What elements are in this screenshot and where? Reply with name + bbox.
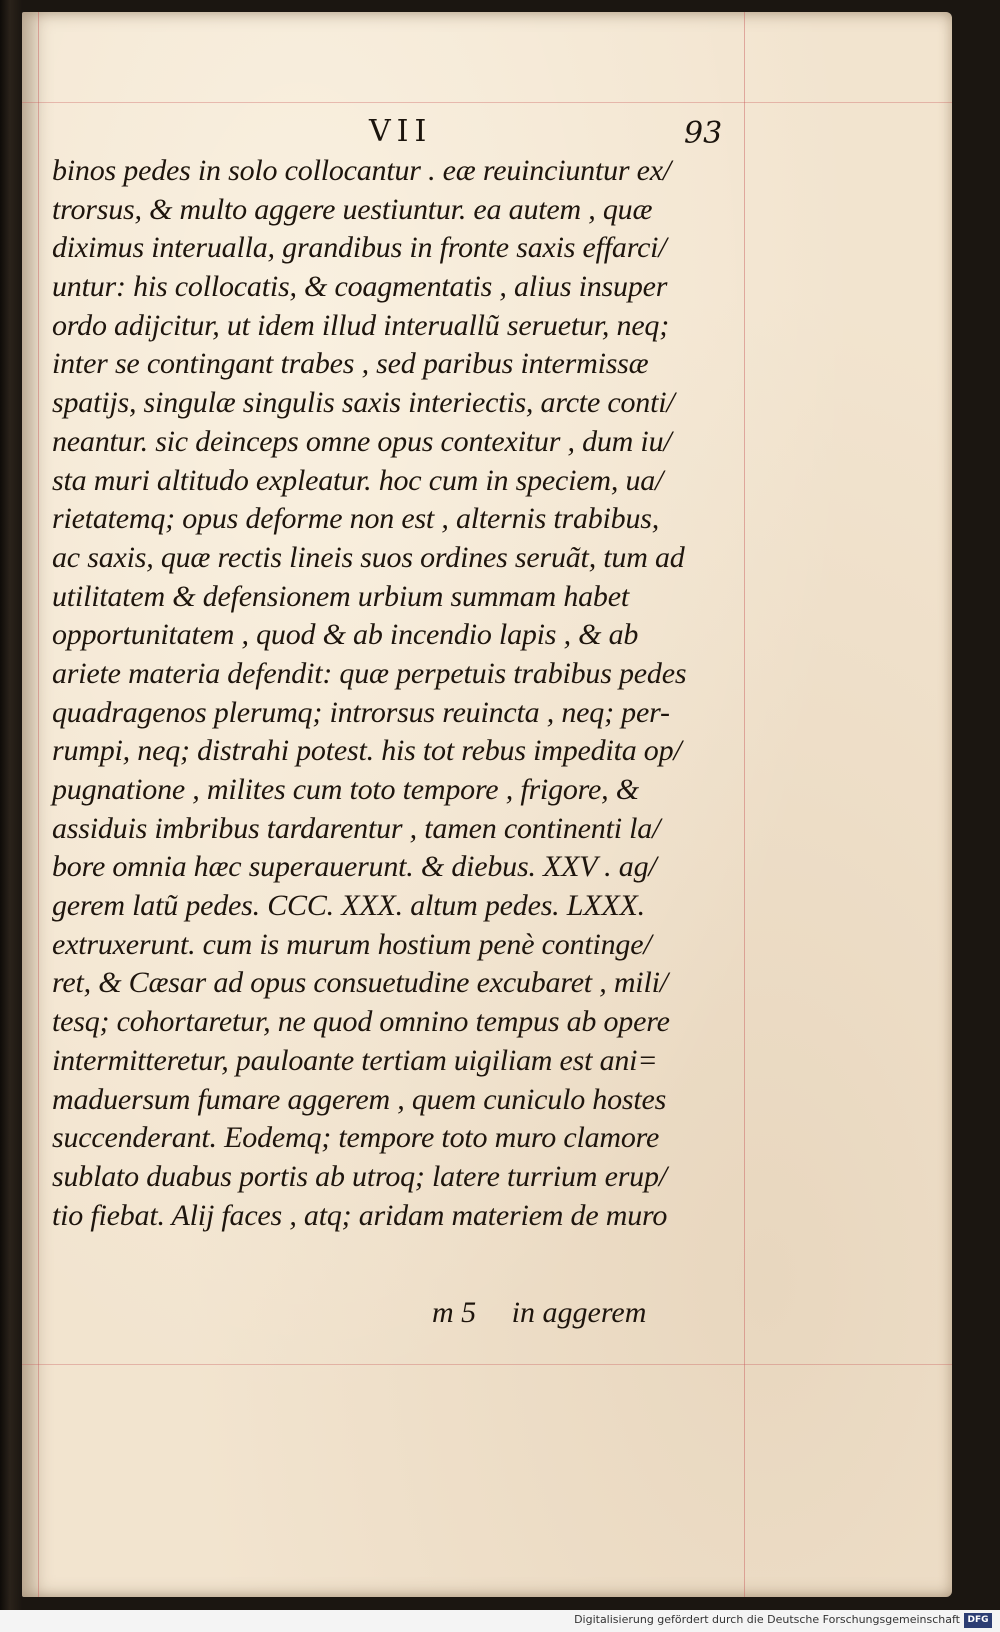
- text-line: ret, & Cæsar ad opus consuetudine excubaret , mili/: [52, 966, 668, 1000]
- dfg-logo-icon: DFG: [964, 1613, 992, 1628]
- text-line: gerem latũ pedes. CCC. XXX. altum pedes. LXXX.: [52, 889, 645, 923]
- text-line: inter se contingant trabes , sed paribus intermissæ: [52, 347, 649, 381]
- text-line: maduersum fumare aggerem , quem cuniculo hostes: [52, 1082, 667, 1116]
- catchword: in aggerem: [511, 1296, 647, 1329]
- margin-rule-left: [38, 12, 39, 1597]
- digitization-footer: [0, 1610, 1000, 1632]
- text-line: intermitteretur, pauloante tertiam uigiliam est ani=: [52, 1043, 658, 1077]
- text-line: ariete materia defendit: quæ perpetuis trabibus pedes: [52, 656, 687, 690]
- text-block: [52, 152, 742, 1235]
- text-line: pugnatione , milites cum toto tempore , frigore, &: [52, 773, 639, 806]
- book-page: [22, 12, 952, 1597]
- text-line: bore omnia hæc superauerunt. & diebus. XXV . ag/: [52, 850, 657, 884]
- text-line: utilitatem & defensionem urbium summam habet: [52, 579, 629, 613]
- text-line: ac saxis, quæ rectis lineis suos ordines seruãt, tum ad: [52, 540, 685, 574]
- margin-rule-right: [744, 12, 745, 1597]
- text-line: untur: his collocatis, & coagmentatis , alius insuper: [52, 270, 668, 304]
- funding-credit: Digitalisierung gefördert durch die Deutsche Forschungsgemeinschaft: [574, 1613, 960, 1626]
- text-line: rietatemq; opus deforme non est , alternis trabibus,: [52, 502, 660, 536]
- signature-mark: m 5: [432, 1296, 477, 1329]
- text-line: neantur. sic deinceps omne opus contexitur , dum iu/: [52, 424, 672, 458]
- text-line: extruxerunt. cum is murum hostium penè continge/: [52, 927, 652, 961]
- text-line: quadragenos plerumq; introrsus reuincta , neq; per-: [52, 695, 670, 729]
- chapter-number: VII: [369, 114, 433, 149]
- text-line: rumpi, neq; distrahi potest. his tot rebus impedita op/: [52, 734, 682, 768]
- margin-rule-top: [22, 102, 952, 103]
- margin-rule-bottom: [22, 1364, 952, 1365]
- catchwords-line: [432, 1294, 646, 1332]
- text-line: spatijs, singulæ singulis saxis interiectis, arcte conti/: [52, 386, 675, 420]
- text-line: tesq; cohortaretur, ne quod omnino tempus ab opere: [52, 1005, 670, 1039]
- text-line: assiduis imbribus tardarentur , tamen continenti la/: [52, 811, 661, 845]
- text-line: opportunitatem , quod & ab incendio lapis , & ab: [52, 618, 639, 652]
- text-line: tio fiebat. Alij faces , atq; aridam materiem de muro: [52, 1198, 668, 1232]
- folio-number: 93: [684, 116, 723, 151]
- text-line: trorsus, & multo aggere uestiuntur. ea autem , quæ: [52, 192, 653, 226]
- text-line: sublato duabus portis ab utroq; latere turrium erup/: [52, 1159, 667, 1193]
- text-line: binos pedes in solo collocantur . eæ reuinciuntur ex/: [52, 154, 672, 187]
- text-line: succenderant. Eodemq; tempore toto muro clamore: [52, 1121, 660, 1155]
- text-line: sta muri altitudo expleatur. hoc cum in speciem, ua/: [52, 463, 664, 497]
- running-head: [44, 114, 744, 154]
- text-line: diximus interualla, grandibus in fronte saxis effarci/: [52, 231, 667, 265]
- text-line: ordo adijcitur, ut idem illud interuallũ seruetur, neq;: [52, 308, 670, 342]
